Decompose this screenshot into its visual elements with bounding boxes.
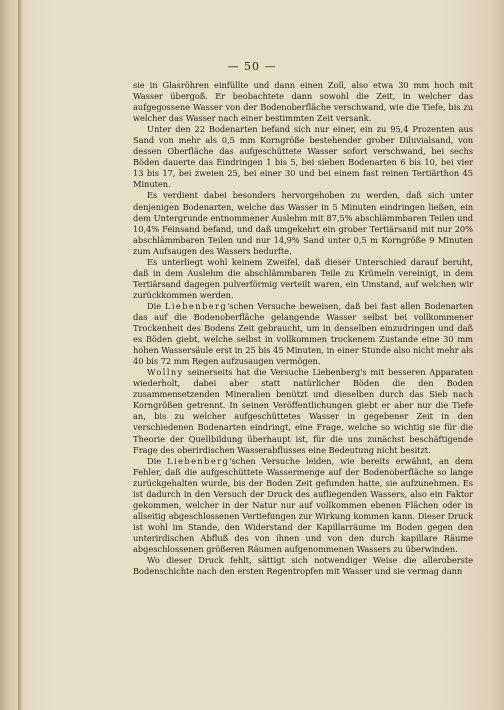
- spaced-name: Liebenberg: [164, 300, 228, 311]
- spaced-name: Liebenberg: [167, 455, 230, 466]
- paragraph: Wo dieser Druck fehlt, sättigt sich notwendiger Weise die alleroberste Bodenschichte nach den ersten Regentropfen mit Wasser und sie vermag dann: [133, 555, 473, 577]
- paragraph: Wollny seinerseits hat die Versuche Liebenberg's mit besseren Apparaten wiederholt, dabei aber statt natürlicher Böden die den Boden zusammensetzenden Mineralien benützt und dieselben durch das Sieb nach Korngrößen getrennt. In seinen Veröffentlichungen giebt er aber nur die Tiefe an, bis zu welcher aufgeschüttetes Wasser in gegebener Zeit in den verschiedenen Bodenarten eindringt, eine Frage, welche so wichtig sie für die Theorie der Quellbildung überhaupt ist, für die uns zunächst beschäftigende Frage des oberirdischen Wasserabflusses eine Bedeutung nicht besitzt.: [133, 367, 473, 455]
- paragraph: Es verdient dabei besonders hervorgehoben zu werden, daß sich unter denjenigen Bodenarten, welche das Wasser in 5 Minuten eindringen ließen, ein dem Untergrunde entnommener Auslehm mit 87,5% abschlämmbaren Teilen und 10,4% Feinsand befand, und daß umgekehrt ein grober Tertiärsand mit nur 20% abschlämmbaren Teilen und nur 14,9% Sand unter 0,5 m Korngröße 9 Minuten zum Aufsaugen des Wassers bedurfte.: [133, 190, 473, 256]
- paragraph: Es unterliegt wohl keinem Zweifel, daß dieser Unterschied darauf beruht, daß in dem Auslehm die abschlämmbaren Teile zu Krümeln vereinigt, in dem Tertiärsand dagegen pulverförmig verteilt waren, ein Umstand, auf welchen wir zurückkommen werden.: [133, 256, 473, 300]
- paragraph: Unter den 22 Bodenarten befand sich nur einer, ein zu 95,4 Prozenten aus Sand von mehr als 0,5 mm Korngröße bestehender grober Diluvialsand, von dessen Oberfläche das aufgeschüttete Wasser sofort verschwand, bei sechs Böden dauerte das Eindringen 1 bis 5, bei sieben Bodenarten 6 bis 10, bei vier 13 bis 17, bei zweien 25, bei einer 30 und bei einem fast reinen Tertiärthon 45 Minuten.: [133, 124, 473, 190]
- paragraph: Die Liebenberg'schen Versuche leiden, wie bereits erwähnt, an dem Fehler, daß die aufgeschüttete Wassermenge auf der Bodenoberfläche so lange zurückgehalten wurde, bis der Boden Zeit gefunden hatte, sie aufzunehmen. Es ist dadurch in den Versuch der Druck des aufliegenden Wassers, also ein Faktor gekommen, welcher in der Natur nur auf vollkommen ebenen Flächen oder in allseitig abgeschlossenen Vertiefungen zur Wirkung kommen kann. Dieser Druck ist wohl im Stande, den Widerstand der Kapillarräume im Boden gegen den unterirdischen Abfluß des von ihnen und von den durch kapillare Räume abgeschlossenen größeren Räumen aufgenommenen Wassers zu überwinden.: [133, 455, 473, 554]
- spaced-name: Wollny: [147, 367, 184, 378]
- body-text: [133, 80, 473, 577]
- paragraph: Die Liebenberg'schen Versuche beweisen, daß bei fast allen Bodenarten das auf die Bodenoberfläche gelangende Wasser selbst bei vollkommener Trockenheit des Bodens Zeit gebraucht, um in denselben einzudringen und daß es Böden giebt, welche selbst in vollkommen trockenem Zustande eine 30 mm hohen Wassersäule erst in 25 bis 45 Minuten, in einer Stunde also nicht mehr als 40 bis 72 mm Regen aufzusaugen vermögen.: [133, 300, 473, 367]
- page-number: — 50 —: [227, 60, 277, 73]
- book-gutter: [18, 0, 22, 710]
- paragraph: sie in Glasröhren einfüllte und dann einen Zoll, also etwa 30 mm hoch mit Wasser übergoß. Er beobachtete dann sowohl die Zeit, in welcher das aufgegossene Wasser von der Bodenoberfläche verschwand, wie die Tiefe, bis zu welcher das Wasser nach einer bestimmten Zeit versank.: [133, 80, 473, 124]
